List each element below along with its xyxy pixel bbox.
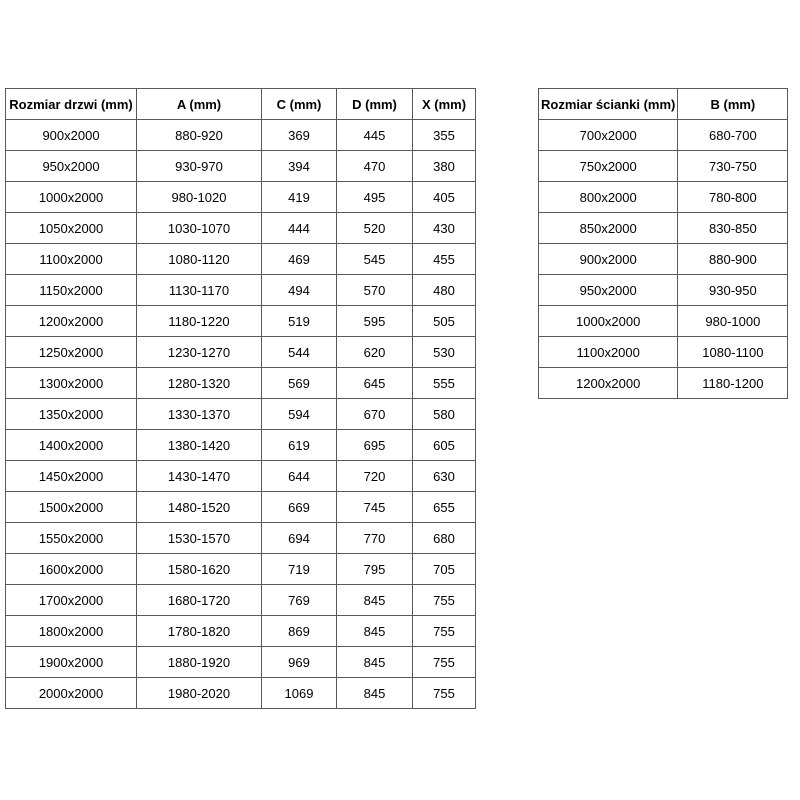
table-cell: 495 [337,182,413,213]
table-row [6,492,476,523]
table-cell: 619 [262,430,337,461]
table-cell: 1400x2000 [6,430,137,461]
table-cell: 594 [262,399,337,430]
table-cell: 2000x2000 [6,678,137,709]
table-cell: 1500x2000 [6,492,137,523]
table-row [539,182,788,213]
table-cell: 494 [262,275,337,306]
table-cell: 519 [262,306,337,337]
table-cell: 930-970 [137,151,262,182]
table-cell: 770 [337,523,413,554]
table-cell: 750x2000 [539,151,678,182]
table-cell: 1000x2000 [6,182,137,213]
table-cell: 950x2000 [6,151,137,182]
table-cell: 1000x2000 [539,306,678,337]
table-cell: 1180-1200 [678,368,788,399]
table-row [6,616,476,647]
table-cell: 1330-1370 [137,399,262,430]
table-cell: 845 [337,585,413,616]
table-cell: 1180-1220 [137,306,262,337]
header-row [539,89,788,120]
table-cell: 755 [413,647,476,678]
table-cell: 1900x2000 [6,647,137,678]
table-cell: 695 [337,430,413,461]
table-row [539,120,788,151]
table-cell: 845 [337,647,413,678]
table-cell: 780-800 [678,182,788,213]
table-cell: 1350x2000 [6,399,137,430]
table-cell: 730-750 [678,151,788,182]
table-cell: 670 [337,399,413,430]
table-cell: 570 [337,275,413,306]
table-row [6,430,476,461]
table-row [539,213,788,244]
table-cell: 405 [413,182,476,213]
table-cell: 969 [262,647,337,678]
table-cell: 669 [262,492,337,523]
header-row [6,89,476,120]
table-cell: 1880-1920 [137,647,262,678]
table-row [6,151,476,182]
table-cell: 1280-1320 [137,368,262,399]
table-row [539,275,788,306]
door-dimensions-table [5,88,476,709]
table-row [6,213,476,244]
table-cell: 605 [413,430,476,461]
table-cell: 1700x2000 [6,585,137,616]
table-cell: 1050x2000 [6,213,137,244]
table-cell: 1530-1570 [137,523,262,554]
table-row [6,554,476,585]
table-cell: 900x2000 [6,120,137,151]
table-cell: 470 [337,151,413,182]
table-cell: 380 [413,151,476,182]
table-row [539,306,788,337]
table-cell: 1030-1070 [137,213,262,244]
table-cell: 569 [262,368,337,399]
table-cell: 1600x2000 [6,554,137,585]
table-cell: 755 [413,585,476,616]
table-cell: 520 [337,213,413,244]
table-cell: 719 [262,554,337,585]
table-cell: 850x2000 [539,213,678,244]
table-row [6,523,476,554]
table-cell: 1980-2020 [137,678,262,709]
table-cell: 700x2000 [539,120,678,151]
table-cell: 1550x2000 [6,523,137,554]
table-row [6,368,476,399]
table-cell: 1100x2000 [539,337,678,368]
table-cell: 1800x2000 [6,616,137,647]
table-cell: 880-900 [678,244,788,275]
table-cell: 655 [413,492,476,523]
table-cell: 1130-1170 [137,275,262,306]
table-cell: 480 [413,275,476,306]
table-cell: 720 [337,461,413,492]
table-row [6,337,476,368]
table-cell: 644 [262,461,337,492]
table-cell: 680 [413,523,476,554]
table-cell: 419 [262,182,337,213]
table-cell: 1069 [262,678,337,709]
table-cell: 455 [413,244,476,275]
table-row [6,120,476,151]
column-header: Rozmiar ścianki (mm) [539,89,678,120]
table-cell: 1580-1620 [137,554,262,585]
table-cell: 369 [262,120,337,151]
table-cell: 544 [262,337,337,368]
table-cell: 880-920 [137,120,262,151]
wall-dimensions-table [538,88,788,399]
table-cell: 620 [337,337,413,368]
table-cell: 755 [413,616,476,647]
column-header: D (mm) [337,89,413,120]
table-cell: 950x2000 [539,275,678,306]
table-cell: 1080-1100 [678,337,788,368]
column-header: Rozmiar drzwi (mm) [6,89,137,120]
table-row [6,461,476,492]
table-cell: 755 [413,678,476,709]
table-row [6,244,476,275]
table-row [539,244,788,275]
table-cell: 869 [262,616,337,647]
table-cell: 1680-1720 [137,585,262,616]
table-cell: 1380-1420 [137,430,262,461]
table-cell: 1480-1520 [137,492,262,523]
table-cell: 595 [337,306,413,337]
table-cell: 980-1000 [678,306,788,337]
table-row [539,151,788,182]
table-row [539,368,788,399]
table-cell: 1080-1120 [137,244,262,275]
column-header: A (mm) [137,89,262,120]
table-cell: 1430-1470 [137,461,262,492]
table-cell: 1150x2000 [6,275,137,306]
table-cell: 745 [337,492,413,523]
table-cell: 505 [413,306,476,337]
table-cell: 1100x2000 [6,244,137,275]
table-cell: 900x2000 [539,244,678,275]
table-cell: 800x2000 [539,182,678,213]
table-cell: 530 [413,337,476,368]
table-cell: 1450x2000 [6,461,137,492]
table-row [6,306,476,337]
table-cell: 394 [262,151,337,182]
table-cell: 1780-1820 [137,616,262,647]
table-cell: 580 [413,399,476,430]
table-cell: 1250x2000 [6,337,137,368]
table-cell: 630 [413,461,476,492]
table-cell: 545 [337,244,413,275]
table-cell: 1300x2000 [6,368,137,399]
table-row [6,182,476,213]
table-cell: 1230-1270 [137,337,262,368]
table-cell: 845 [337,616,413,647]
table-cell: 645 [337,368,413,399]
table-cell: 705 [413,554,476,585]
table-cell: 680-700 [678,120,788,151]
table-cell: 1200x2000 [6,306,137,337]
column-header: C (mm) [262,89,337,120]
table-cell: 980-1020 [137,182,262,213]
table-cell: 355 [413,120,476,151]
table-cell: 1200x2000 [539,368,678,399]
table-row [6,647,476,678]
column-header: X (mm) [413,89,476,120]
table-row [6,399,476,430]
table-row [539,337,788,368]
table-cell: 445 [337,120,413,151]
column-header: B (mm) [678,89,788,120]
table-cell: 845 [337,678,413,709]
table-cell: 930-950 [678,275,788,306]
table-cell: 444 [262,213,337,244]
table-cell: 830-850 [678,213,788,244]
table-cell: 430 [413,213,476,244]
table-cell: 469 [262,244,337,275]
table-cell: 795 [337,554,413,585]
table-row [6,585,476,616]
table-cell: 694 [262,523,337,554]
table-cell: 555 [413,368,476,399]
table-row [6,678,476,709]
table-row [6,275,476,306]
table-cell: 769 [262,585,337,616]
